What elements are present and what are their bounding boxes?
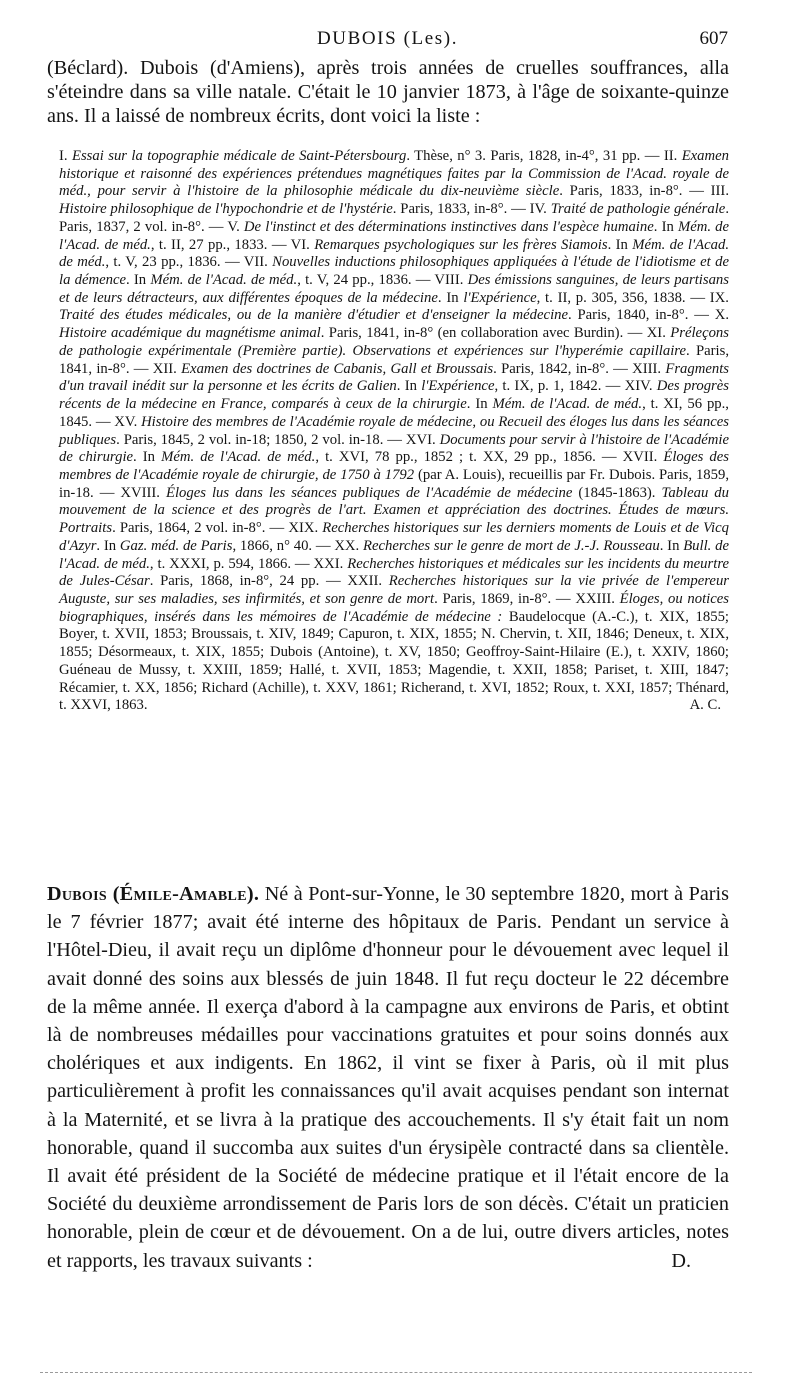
bib-text-segment: . Paris, 1868, in-8°, 24 pp. — XXII. — [149, 573, 389, 590]
bib-text-segment: Baudelocque (A.-C.), t. XIX, 1855; Boyer, t. XVII, 1853; Broussais, t. XIV, 1849; Capuron, t. XIX, 1855; N. Chervin, t. XII, 1846; Deneux, t. XIX, 1855; Désormeaux, t. XIX, 1855; Dubois (Antoine), t. XV, 1850; Geoffroy-Saint-Hilaire (E.), t. XXIV, 1860; Guéneau de Mussy, t. XXIII, 1859; Hallé, t. XVII, 1853; Magendie, t. XXII, 1858; Pariset, t. XIII, 1847; Récamier, t. XX, 1856; Richard (Achille), t. XXV, 1861; Richerand, t. XVI, 1852; Roux, t. XXI, 1857; Thénard, t. XXVI, 1863. — [59, 608, 730, 714]
bib-title-segment: Mém. de l'Acad. de méd. — [492, 396, 643, 413]
bib-title-segment: Recherches sur le genre de mort de J.-J. Rousseau — [363, 537, 660, 554]
bibliography-signature: A. C. — [689, 697, 721, 714]
bib-title-segment: Tableau du mouvement de la science et des progrès de l'art. Examen et appréciation des doctrines. Études de mœurs. Portraits — [59, 484, 729, 537]
bib-text-segment: , t. V, 23 pp., 1836. — VII. — [105, 254, 273, 271]
bib-title-segment: De l'instinct et des déterminations instinctives dans l'espèce humaine — [243, 218, 654, 235]
bib-text-segment: . In — [96, 537, 120, 554]
bib-text-segment: . In — [396, 378, 422, 395]
bib-text-segment: . In — [126, 272, 151, 289]
bib-text-segment: . In — [653, 218, 678, 235]
bib-title-segment: Histoire philosophique de l'hypochondrie et de l'hystérie — [59, 201, 393, 218]
entry-body: Né à Pont-sur-Yonne, le 30 septembre 1820, mort à Paris le 7 février 1877; avait été interne des hôpitaux de Paris. Pendant un service à l'Hôtel-Dieu, il avait reçu un diplôme d'honneur pour le dévouement avec lequel il avait donné des soins aux blessés de juin 1848. Il fut reçu docteur le 22 décembre de la même année. Il exerça d'abord à la campagne aux environs de Paris, et obtint là de nombreuses médailles pour vaccinations gratuites et pour soins donnés aux cholériques et aux indigents. En 1862, il vint se fixer à Paris, où il mit plus particulièrement à profit les connaissances qu'il avait acquises pendant son internat à la Maternité, et se livra à la pratique des accouchements. Il s'y était fait un nom honorable, quand il succomba aux suites d'un érysipèle contracté dans sa clientèle. Il avait été président de la Société de médecine pratique et il l'était encore de la Société du deuxième arrondissement de Paris lors de son décès. C'était un praticien honorable, plein de cœur et de dévouement. On a de lui, outre divers articles, notes et rapports, les travaux suivants : — [47, 883, 729, 1272]
bib-title-segment: Examen historique et raisonné des expériences prétendues magnétiques faites par la Commission de l'Acad. royale de méd., pour servir à l'histoire de la philosophie médicale du dix-neuvième siècle — [59, 148, 729, 200]
running-title: DUBOIS (Les). — [316, 28, 459, 49]
bib-title-segment: Documents pour servir à l'histoire de l'Académie de chirurgie — [59, 431, 730, 466]
bib-title-segment: Éloges des membres de l'Académie royale de chirurgie, de 1750 à 1792 — [59, 449, 729, 483]
bib-title-segment: Nouvelles inductions philosophiques appliquées à l'étude de l'idiotisme et de la démence — [59, 254, 729, 289]
bib-title-segment: Traité des études médicales, ou de la manière d'étudier et d'enseigner la médecine — [59, 307, 569, 324]
bib-text-segment: . Paris, 1833, in-8°. — IV. — [392, 201, 551, 218]
bib-title-segment: Remarques psychologiques sur les frères Siamois — [314, 236, 608, 253]
page-header — [47, 24, 728, 54]
bib-text-segment: . In — [437, 289, 464, 306]
bib-text-segment: . Paris, 1869, in-8°. — XXIII. — [434, 590, 620, 607]
entry-signature: D. — [671, 1249, 691, 1272]
bib-title-segment: Des émissions sanguines, de leurs partisans et de leurs détracteurs, aux différentes époques de la médecine — [59, 272, 729, 306]
bib-title-segment: Éloges lus dans les séances publiques de l'Académie de médecine — [165, 484, 573, 501]
bib-title-segment: Essai sur la topographie médicale de Saint-Pétersbourg — [71, 148, 407, 164]
bib-text-segment: . In — [133, 449, 162, 466]
bib-title-segment: Recherches historiques sur la vie privée de l'empereur Auguste, sur ses maladies, ses infirmités, et son genre de mort — [59, 573, 729, 607]
bib-title-segment: Histoire des membres de l'Académie royale de médecine, ou Recueil des éloges lus dans les séances publiques — [59, 413, 729, 448]
bib-title-segment: Mém. de l'Acad. de méd. — [59, 218, 729, 253]
bib-title-segment: Mém. de l'Acad. de méd. — [161, 449, 316, 466]
entry-name: (Émile-Amable). — [106, 883, 260, 905]
bib-title-segment: Histoire académique du magnétisme animal — [59, 325, 321, 342]
bib-title-segment: Bull. de l'Acad. de méd. — [59, 537, 729, 572]
bib-title-segment: Recherches historiques et médicales sur les incidents du meurtre de Jules-César — [59, 555, 730, 590]
bib-text-segment: . In — [607, 236, 633, 253]
bib-title-segment: Des progrès récents de la médecine en France, comparés à ceux de la chirurgie — [59, 378, 729, 413]
bib-text-segment: . Paris, 1841, in-8°. — XII. — [59, 342, 729, 377]
bib-text-segment: . Paris, 1840, in-8°. — X. — [568, 307, 729, 324]
bib-title-segment: Éloges, ou notices biographiques, insérés dans les mémoires de l'Académie de médecine : — [59, 590, 730, 625]
bib-text-segment: . In — [659, 537, 684, 554]
bib-title-segment: Fragments d'un travail inédit sur la personne et les écrits de Galien — [59, 360, 729, 395]
entry-paragraph — [47, 880, 729, 1275]
bib-text-segment: , t. V, 24 pp., 1836. — VIII. — [297, 272, 468, 289]
bibliography-text — [59, 148, 729, 713]
bib-title-segment: Recherches historiques sur les derniers moments de Louis et de Vicq d'Azyr — [59, 520, 730, 554]
bib-text-segment: , t. XVI, 78 pp., 1852 ; t. XX, 29 pp., 1856. — XVII. — [315, 449, 664, 466]
bibliography-list — [59, 148, 729, 715]
bib-text-segment: (par A. Louis), recueillis par Fr. Dubois. Paris, 1859, in-18. — XVIII. — [59, 466, 729, 501]
intro-paragraph: (Béclard). Dubois (d'Amiens), après trois années de cruelles souffrances, alla s'éteindre dans sa ville natale. C'était le 10 janvier 1873, à l'âge de soixante-quinze ans. Il a laissé de nombreux écrits, dont voici la liste : — [47, 57, 729, 127]
bib-text-segment: , t. XXXI, p. 594, 1866. — XXI. — [149, 555, 348, 572]
bib-text-segment: I. — [59, 148, 72, 164]
bib-title-segment: Mém. de l'Acad. de méd. — [59, 236, 729, 271]
bib-text-segment: . Paris, 1845, 2 vol. in-18; 1850, 2 vol. in-18. — XVI. — [116, 431, 440, 448]
bib-text-segment: . Paris, 1837, 2 vol. in-8°. — V. — [59, 201, 729, 235]
bib-text-segment: . Paris, 1833, in-8°. — III. — [559, 183, 729, 200]
bib-title-segment: Mém. de l'Acad. de méd. — [150, 272, 298, 289]
bottom-rule — [40, 1372, 752, 1373]
bib-text-segment: (1845-1863). — [572, 484, 662, 501]
bib-title-segment: l'Expérience — [421, 378, 495, 395]
bib-text-segment: , t. XI, 56 pp., 1845. — XV. — [59, 396, 729, 430]
bib-text-segment: . Paris, 1841, in-8° (en collaboration avec Burdin). — XI. — [320, 325, 671, 342]
bib-title-segment: Examen des doctrines de Cabanis, Gall et Broussais — [181, 360, 494, 377]
bib-text-segment: , t. II, 27 pp., 1833. — VI. — [150, 236, 315, 253]
bib-text-segment: . Paris, 1842, in-8°. — XIII. — [493, 360, 666, 377]
bib-text-segment: , t. IX, p. 1, 1842. — XIV. — [494, 378, 657, 395]
bib-text-segment: . Paris, 1864, 2 vol. in-8°. — XIX. — [112, 520, 323, 537]
bib-title-segment: l'Expérience — [463, 289, 537, 306]
bib-text-segment: , t. II, p. 305, 356, 1838. — IX. — [536, 289, 729, 306]
bib-title-segment: Traité de pathologie générale — [550, 201, 726, 218]
bib-text-segment: . Thèse, n° 3. Paris, 1828, in-4°, 31 pp. — II. — [406, 148, 682, 164]
bib-text-segment: . In — [466, 396, 493, 413]
bib-title-segment: Gaz. méd. de Paris — [119, 537, 233, 554]
bib-text-segment: , 1866, n° 40. — XX. — [232, 537, 363, 554]
entry-lead-word: Dubois — [47, 883, 107, 905]
page-number: 607 — [699, 28, 728, 49]
bib-title-segment: Préleçons de pathologie expérimentale (Première partie). Observations et expériences sur l'hyperémie capillaire — [59, 325, 729, 359]
